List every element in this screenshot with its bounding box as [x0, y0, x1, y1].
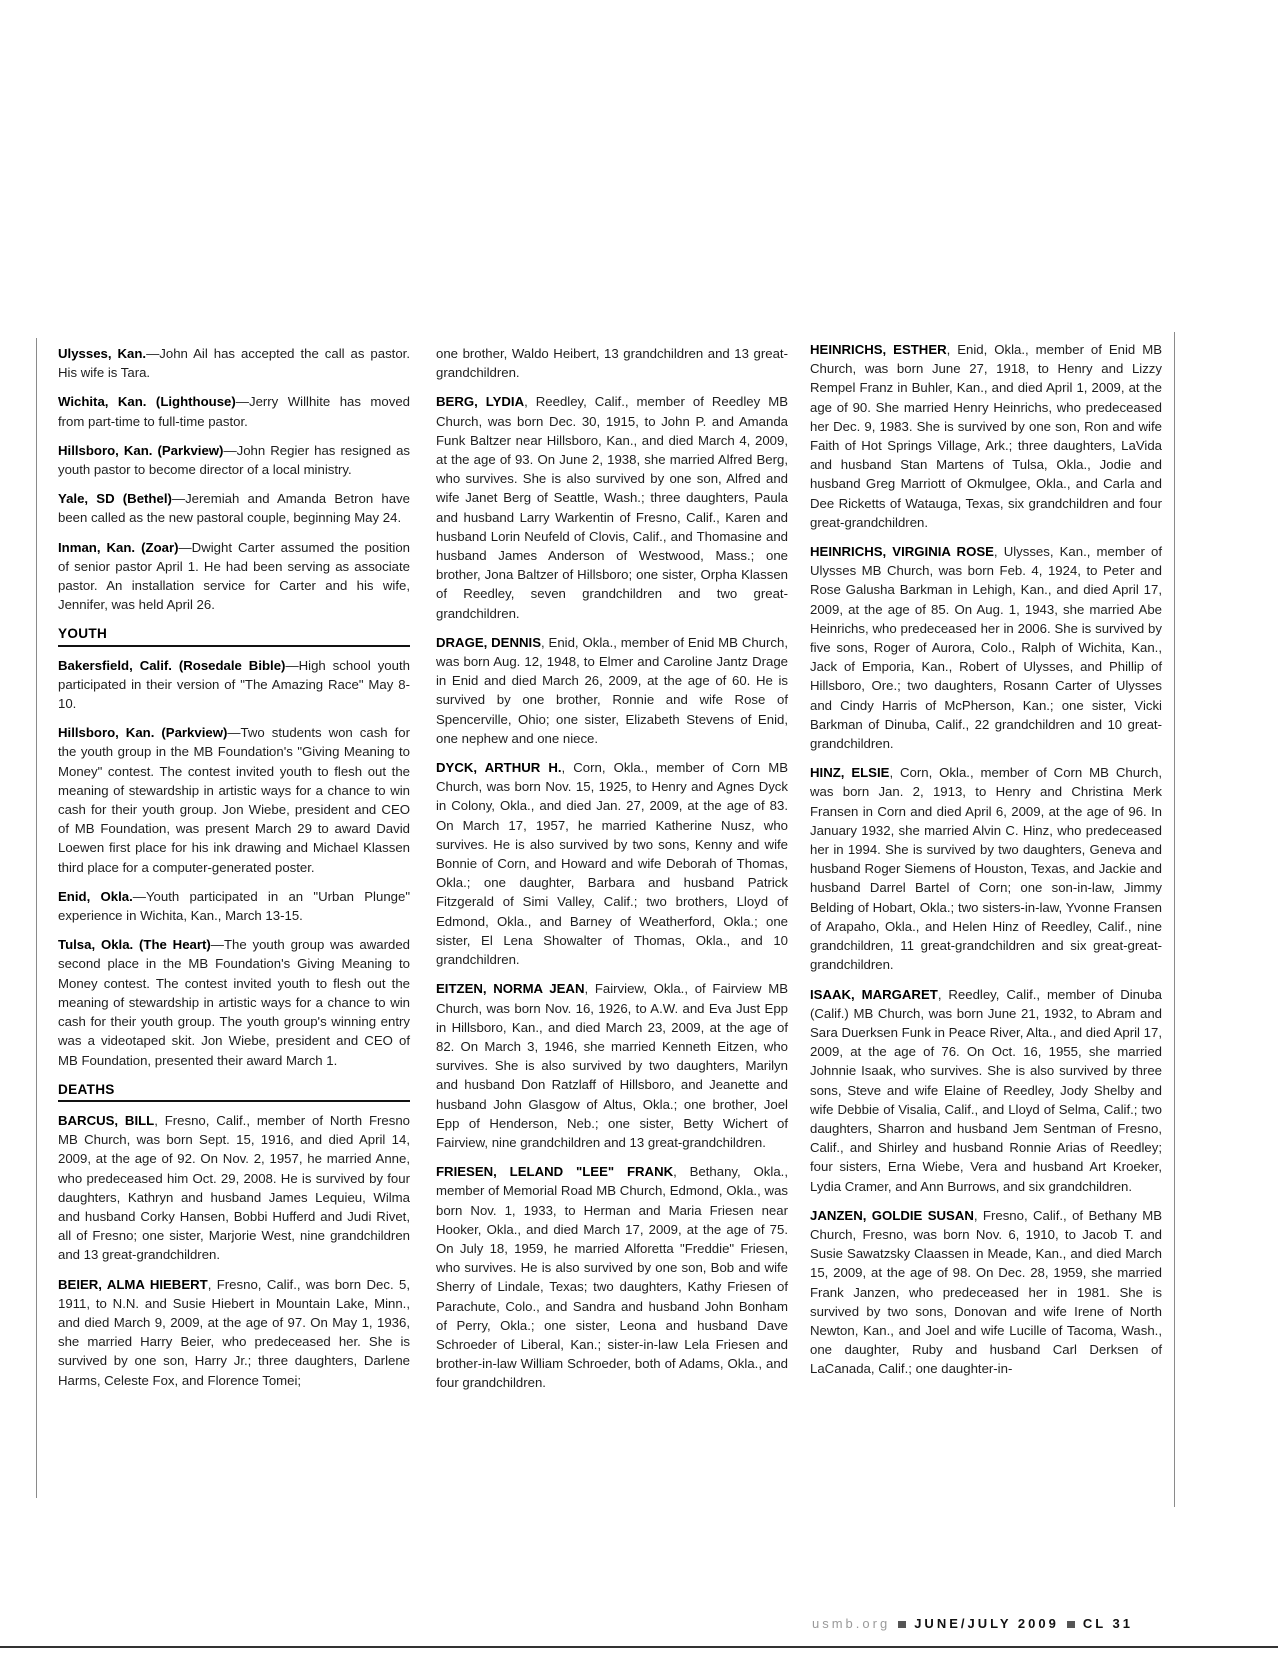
obituary-text: one brother, Waldo Heibert, 13 grandchildren and 13 great-grandchildren. — [436, 346, 788, 381]
obituary-text: , Enid, Okla., member of Enid MB Church, was born June 27, 1918, to Henry and Lizzy Rempel Franz in Buhler, Kan., and died April 1, 2009, at the age of 90. She married Henry Heinrichs, who predeceased her Dec. 9, 1983. She is survived by one son, Ron and wife Faith of Hot Springs Village, Ark.; three daughters, LaVida and husband Stan Martens of Tulsa, Okla., Jodie and husband Greg Marriott of Okmulgee, Okla., and Carla and Dee Ricketts of Watauga, Texas, six grandchildren and four great-grandchildren. — [810, 342, 1162, 530]
obituary — [436, 979, 788, 1152]
obituary-name: DYCK, ARTHUR H. — [436, 760, 562, 776]
item-heading: Tulsa, Okla. (The Heart) — [58, 937, 211, 953]
obituary-name: BARCUS, BILL — [58, 1112, 155, 1128]
square-bullet-icon — [898, 1621, 906, 1628]
obituary-name: BEIER, ALMA HIEBERT — [58, 1276, 208, 1292]
news-item — [58, 489, 410, 527]
footer-issue: JUNE/JULY 2009 — [914, 1616, 1059, 1631]
item-heading: Wichita, Kan. (Lighthouse) — [58, 394, 236, 410]
obituary-name: JANZEN, GOLDIE SUSAN — [810, 1207, 974, 1223]
item-heading: Hillsboro, Kan. (Parkview) — [58, 442, 224, 458]
obituary-name: ISAAK, MARGARET — [810, 986, 938, 1002]
obituary-text: , Corn, Okla., member of Corn MB Church, was born Nov. 15, 1925, to Henry and Agnes Dyck in Colony, Okla., and died Jan. 27, 2009, at the age of 83. On March 17, 1957, he married Katherine Nusz, who survives. He is also survived by two sons, Kenny and wife Bonnie of Corn, and Howard and wife Deborah of Thomas, Okla.; one daughter, Barbara and husband Patrick Fitzgerald of Simi Valley, Calif.; two brothers, Lloyd of Edmond, Okla., and Barney of Weatherford, Okla.; one sister, El Lena Showalter of Thomas, Okla., and 10 grandchildren. — [436, 760, 788, 968]
square-bullet-icon — [1067, 1621, 1075, 1628]
obituary — [810, 340, 1162, 532]
item-heading: Yale, SD (Bethel) — [58, 491, 172, 507]
obituary-name: HEINRICHS, VIRGINIA ROSE — [810, 544, 994, 560]
news-item — [58, 656, 410, 714]
obituary-text: , Fresno, Calif., member of North Fresno MB Church, was born Sept. 15, 1916, and died April 14, 2009, at the age of 92. On Nov. 2, 1957, he married Anne, who predeceased him Oct. 29, 2008. He is survived by four daughters, Kathryn and husband James Lequieu, Wilma and husband Corky Hansen, Bobbi Hufferd and Judi Rivet, all of Fresno; one sister, Marjorie West, nine grandchildren and 13 great-grandchildren. — [58, 1112, 410, 1263]
item-text: —Youth participated in an "Urban Plunge" experience in Wichita, Kan., March 13-15. — [58, 888, 410, 924]
page-footer — [812, 1616, 1178, 1631]
obituary — [436, 633, 788, 748]
column-2 — [436, 344, 788, 1403]
obituary-text: , Fresno, Calif., was born Dec. 5, 1911, to N.N. and Susie Hiebert in Mountain Lake, Minn., and died March 9, 2009, at the age of 97. On May 1, 1936, she married Harry Beier, who predeceased her. She is survived by one son, Harry Jr.; three daughters, Darlene Harms, Celeste Fox, and Florence Tomei; — [58, 1276, 410, 1388]
obituary — [58, 1275, 410, 1390]
news-item — [58, 441, 410, 479]
bottom-rule — [0, 1646, 1278, 1648]
obituary — [436, 392, 788, 622]
obituary-name: DRAGE, DENNIS — [436, 634, 541, 650]
obituary — [810, 542, 1162, 753]
news-item — [58, 723, 410, 877]
footer-site: usmb.org — [812, 1616, 891, 1631]
news-item — [58, 538, 410, 615]
obituary-text: , Ulysses, Kan., member of Ulysses MB Church, was born Feb. 4, 1924, to Peter and Rose Galusha Barkman in Lehigh, Kan., and died April 17, 2009, at the age of 85. On Aug. 1, 1943, she married Abe Heinrichs, who predeceased her in 2006. She is survived by five sons, Roger of Aurora, Colo., Ralph of Wichita, Kan., Jack of Emporia, Kan., Robert of Ulysses, and Phillip of Hillsboro, Ore.; two daughters, Rosann Carter of Ulysses and Cindy Harris of McPherson, Kan.; one sister, Vicki Barkman of Dinuba, Calif., 22 grandchildren and 10 great-grandchildren. — [810, 544, 1162, 752]
column-1 — [58, 344, 410, 1400]
obituary-name: EITZEN, NORMA JEAN — [436, 981, 585, 997]
obituary-text: , Reedley, Calif., member of Dinuba (Calif.) MB Church, was born June 21, 1932, to Abram and Sara Duerksen Funk in Peace River, Alta., and died April 17, 2009, at the age of 76. On Oct. 16, 1955, she married Johnnie Isaak, who survives. She is also survived by three sons, Steve and wife Elaine of Reedley, Jody Shelby and wife Debbie of Visalia, Calif., and Lloyd of Selma, Calif.; two daughters, Sharron and husband Jem Sentman of Fresno, Calif., and Shirley and husband Ronnie Arias of Reedley; four sisters, Erna Wiebe, Vera and husband Art Kroeker, Lydia Cramer, and Ann Burrows, and six grandchildren. — [810, 986, 1162, 1194]
footer-page-number: CL 31 — [1082, 1616, 1133, 1631]
obituary-text: , Enid, Okla., member of Enid MB Church, was born Aug. 12, 1948, to Elmer and Caroline Jantz Drage in Enid and died March 26, 2009, at the age of 60. He is survived by one brother, Ronnie and wife Rose of Spencerville, Ohio; one sister, Elizabeth Stevens of Enid, one nephew and one niece. — [436, 634, 789, 746]
right-margin-rule — [1174, 332, 1175, 1507]
item-text: —John Ail has accepted the call as pastor. His wife is Tara. — [58, 346, 411, 381]
obituary-name: FRIESEN, LELAND "LEE" FRANK — [436, 1164, 674, 1180]
item-heading: Ulysses, Kan. — [58, 346, 147, 361]
obituary — [810, 1206, 1162, 1379]
item-text: —High school youth participated in their version of "The Amazing Race" May 8-10. — [58, 657, 410, 712]
news-item — [58, 887, 410, 925]
item-text: —Jerry Willhite has moved from part-time to full-time pastor. — [58, 394, 410, 429]
news-item — [58, 935, 410, 1069]
section-heading-deaths: DEATHS — [58, 1080, 410, 1102]
column-3 — [810, 340, 1162, 1389]
obituary-name: HINZ, ELSIE — [810, 765, 890, 781]
item-heading: Hillsboro, Kan. (Parkview) — [58, 725, 228, 741]
obituary — [810, 763, 1162, 974]
obituary — [436, 1162, 788, 1392]
item-text: —Two students won cash for the youth group in the MB Foundation's "Giving Meaning to Money" contest. The contest invited youth to flesh out the meaning of stewardship in artistic ways for a chance to win cash for their youth group. Jon Wiebe, president and CEO of MB Foundation, was present March 29 to award David Loewen first place for his ink drawing and Michael Klassen third place for a computer-generated poster. — [58, 725, 411, 875]
item-text: —John Regier has resigned as youth pastor to become director of a local ministry. — [58, 442, 410, 478]
obituary — [58, 1111, 410, 1265]
left-margin-rule — [36, 338, 37, 1498]
obituary — [436, 758, 788, 969]
obituary-text: , Reedley, Calif., member of Reedley MB Church, was born Dec. 30, 1915, to John P. and Amanda Funk Baltzer near Hillsboro, Kan., and died March 4, 2009, at the age of 93. On June 2, 1938, she married Alfred Berg, who survives. She is also survived by one son, Alfred and wife Janet Berg of Seattle, Wash.; three daughters, Paula and husband Larry Warkentin of Fresno, Calif., Karen and husband Lorin Neufeld of Clovis, Calif., and Thomasine and husband James Anderson of Westwood, Mass.; one brother, Jona Baltzer of Hillsboro; one sister, Orpha Klassen of Reedley, seven grandchildren and two great-grandchildren. — [436, 394, 788, 621]
item-text: —The youth group was awarded second place in the MB Foundation's Giving Meaning to Money contest. The contest invited youth to flesh out the meaning of stewardship in artistic ways for a chance to win cash for their youth group. The youth group's winning entry was a videotaped skit. Jon Wiebe, president and CEO of MB Foundation, presented their award March 1. — [58, 937, 410, 1068]
obituary-continued — [436, 344, 788, 382]
obituary-text: , Bethany, Okla., member of Memorial Road MB Church, Edmond, Okla., was born Nov. 1, 1933, to Herman and Maria Friesen near Hooker, Okla., and died March 17, 2009, at the age of 75. On July 18, 1959, he married Alforetta "Freddie" Friesen, who survives. He is also survived by one son, Bob and wife Sherry of Lindale, Texas; two daughters, Kathy Friesen of Parachute, Colo., and Sandra and husband John Bonham of Perry, Okla.; one sister, Leona and husband Dave Schroeder of Liberal, Kan.; sister-in-law Lela Friesen and brother-in-law William Schroeder, both of Adams, Okla., and four grandchildren. — [436, 1164, 788, 1391]
item-heading: Enid, Okla. — [58, 888, 133, 904]
news-item — [58, 344, 410, 382]
item-text: —Jeremiah and Amanda Betron have been called as the new pastoral couple, beginning May 24. — [58, 491, 410, 526]
obituary-name: HEINRICHS, ESTHER — [810, 342, 947, 357]
obituary-name: BERG, LYDIA — [436, 394, 525, 410]
obituary — [810, 985, 1162, 1196]
item-heading: Bakersfield, Calif. (Rosedale Bible) — [58, 657, 286, 673]
item-text: —Dwight Carter assumed the position of senior pastor April 1. He had been serving as associate pastor. An installation service for Carter and his wife, Jennifer, was held April 26. — [58, 539, 410, 613]
item-heading: Inman, Kan. (Zoar) — [58, 539, 179, 555]
obituary-text: , Fairview, Okla., of Fairview MB Church, was born Nov. 16, 1926, to A.W. and Eva Just Epp in Hillsboro, Kan., and died March 23, 2009, at the age of 82. On March 3, 1946, she married Kenneth Eitzen, who survives. She is also survived by two daughters, Marilyn and husband Don Ratzlaff of Hillsboro, and Jeanette and husband John Glasgow of Altus, Okla.; one brother, Joel Epp of Henderson, Neb.; one sister, Betty Wichert of Fairview, nine grandchildren and 13 great-grandchildren. — [436, 981, 788, 1150]
obituary-text: , Fresno, Calif., of Bethany MB Church, Fresno, was born Nov. 6, 1910, to Jacob T. and Susie Sawatzsky Claassen in Meade, Kan., and died March 15, 2009, at the age of 98. On Dec. 28, 1959, she married Frank Janzen, who predeceased her in 1981. She is survived by two sons, Donovan and wife Irene of North Newton, Kan., and Joel and wife Lucille of Tacoma, Wash., one daughter, Ruby and husband Carl Derksen of LaCanada, Calif.; one daughter-in- — [810, 1207, 1162, 1377]
section-heading-youth: YOUTH — [58, 624, 410, 646]
obituary-text: , Corn, Okla., member of Corn MB Church, was born Jan. 2, 1913, to Henry and Christina Merk Fransen in Corn and died April 6, 2009, at the age of 96. In January 1932, she married Alvin C. Hinz, who predeceased her in 1994. She is survived by two daughters, Geneva and husband Roger Siemens of Houston, Texas, and Jackie and husband Darrel Bartel of Corn; one son-in-law, Jimmy Belding of Hobart, Okla.; two sisters-in-law, Yvonne Fransen of Arapaho, Okla., and Helen Hinz of Reedley, Calif., nine grandchildren, 11 great-grandchildren and six great-great-grandchildren. — [810, 765, 1163, 973]
news-item — [58, 392, 410, 430]
